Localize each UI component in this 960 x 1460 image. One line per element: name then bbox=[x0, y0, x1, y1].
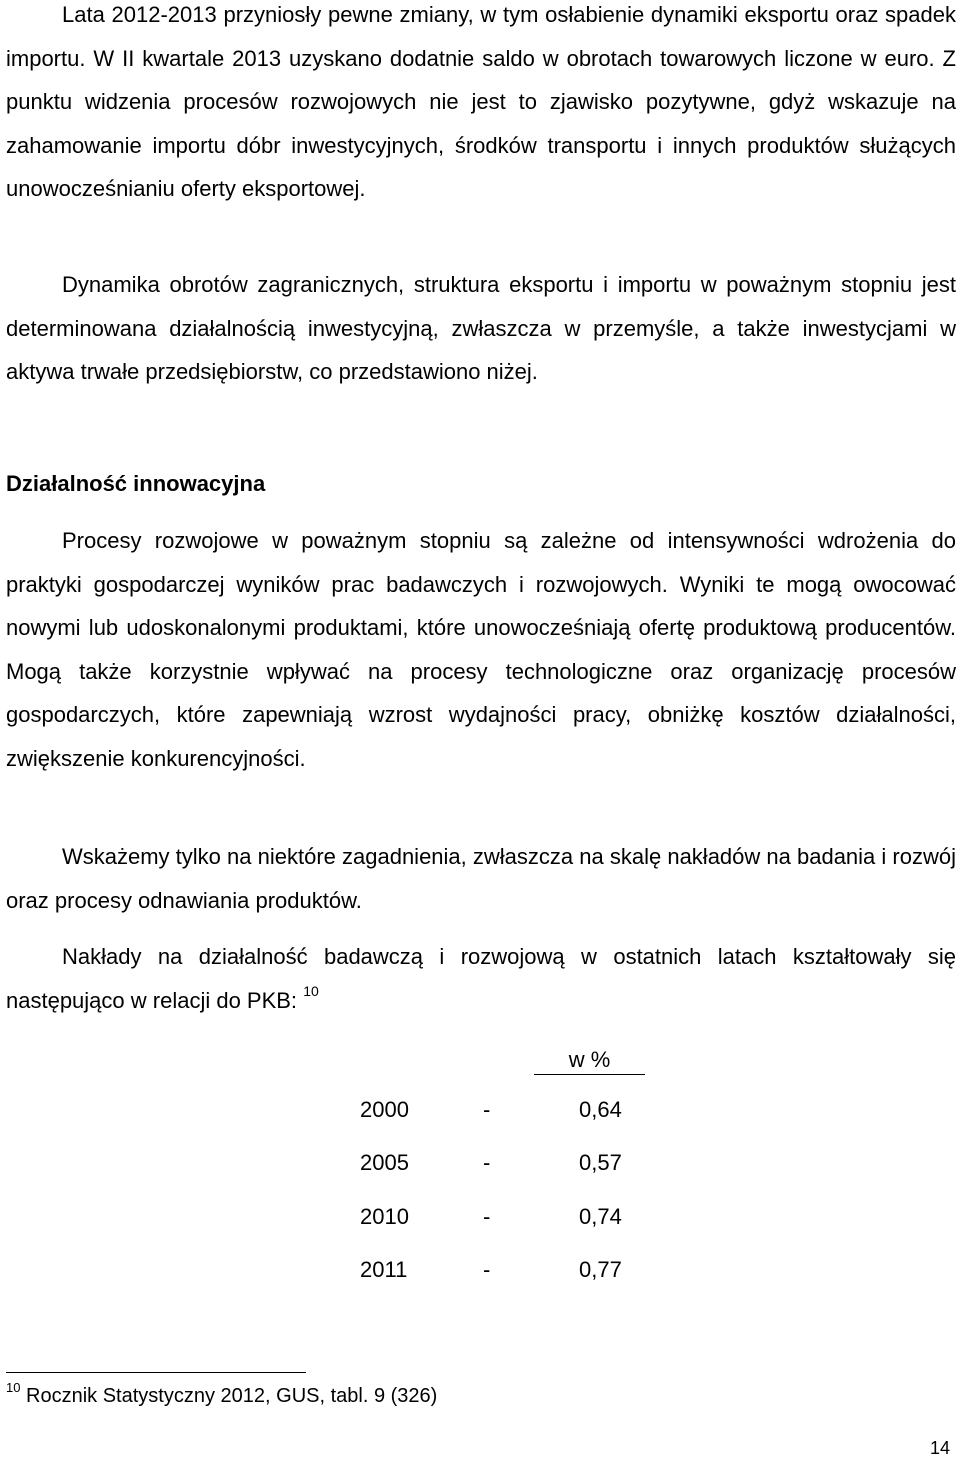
page-number: 14 bbox=[929, 1438, 950, 1458]
footnote-number: 10 bbox=[6, 1380, 21, 1395]
table-cell-dash: - bbox=[483, 1203, 491, 1229]
paragraph-development-processes: Procesy rozwojowe w poważnym stopniu są zależne od intensywności wdrożenia do praktyki gospodarczej wyników prac badawczych i rozwojowych. Wyniki te mogą owocować nowymi lub udoskonalonymi produktami, które unowocześniają ofertę produktową producentów. Mogą także korzystnie wpływać na procesy technologiczne oraz organizację procesów gospodarczych, które zapewniają wzrost wydajności pracy, obniżkę kosztów działalności, zwiększenie konkurencyjności. bbox=[6, 528, 956, 771]
table-cell-year: 2011 bbox=[360, 1257, 408, 1283]
footnote bbox=[6, 1382, 437, 1410]
table-cell-year: 2000 bbox=[360, 1096, 409, 1122]
paragraph-exports: Lata 2012-2013 przyniosły pewne zmiany, w tym osłabienie dynamiki eksportu oraz spadek importu. W II kwartale 2013 uzyskano dodatnie saldo w obrotach towarowych liczone w euro. Z punktu widzenia procesów rozwojowych nie jest to zjawisko pozytywne, gdyż wskazuje na zahamowanie importu dóbr inwestycyjnych, środków transportu i innych produktów służących unowocześnianiu oferty eksportowej. bbox=[6, 2, 956, 201]
table-cell-dash: - bbox=[483, 1096, 491, 1122]
table-row bbox=[360, 1244, 649, 1298]
paragraph-rd-expenditure-text: Nakłady na działalność badawczą i rozwojową w ostatnich latach kształtowały się następująco w relacji do PKB: bbox=[6, 944, 956, 1013]
table-cell-dash: - bbox=[483, 1150, 491, 1176]
section-heading: Działalność innowacyjna bbox=[6, 471, 266, 496]
table-row bbox=[360, 1137, 649, 1191]
table-cell-year: 2010 bbox=[360, 1203, 409, 1229]
paragraph-selected-issues: Wskażemy tylko na niektóre zagadnienia, zwłaszcza na skalę nakładów na badania i rozwój oraz procesy odnawiania produktów. bbox=[6, 844, 956, 913]
table-unit-header: w % bbox=[534, 1046, 645, 1075]
table-row bbox=[360, 1083, 649, 1137]
table-cell-value: 0,64 bbox=[579, 1096, 622, 1122]
table-row bbox=[360, 1190, 649, 1244]
table-cell-value: 0,57 bbox=[579, 1150, 622, 1176]
paragraph-rd-expenditure bbox=[6, 935, 956, 1022]
footnote-divider bbox=[6, 1372, 306, 1373]
table-cell-year: 2005 bbox=[360, 1150, 409, 1176]
footnote-reference: 10 bbox=[303, 982, 319, 999]
table-cell-dash: - bbox=[483, 1257, 491, 1283]
footnote-text: Rocznik Statystyczny 2012, GUS, tabl. 9 (326) bbox=[26, 1385, 438, 1407]
table-cell-value: 0,74 bbox=[579, 1203, 622, 1229]
paragraph-foreign-trade-dynamics: Dynamika obrotów zagranicznych, struktura eksportu i importu w poważnym stopniu jest determinowana działalnością inwestycyjną, zwłaszcza w przemyśle, a także inwestycjami w aktywa trwałe przedsiębiorstw, co przedstawiono niżej. bbox=[6, 272, 956, 384]
table-cell-value: 0,77 bbox=[579, 1257, 622, 1283]
rd-expenditure-table bbox=[360, 1083, 649, 1297]
